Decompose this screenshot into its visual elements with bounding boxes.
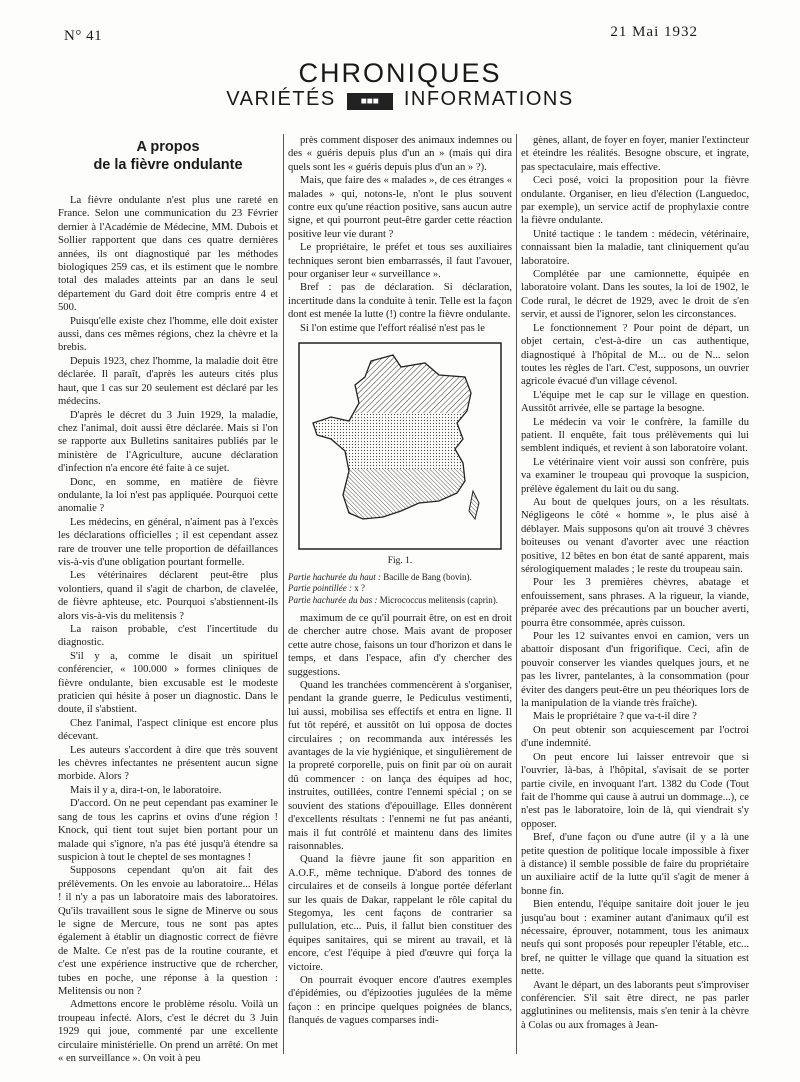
paragraph: Avant le départ, un des laborants peut s'improviser conférencier. S'il sait être direct, ne pas parler agglutinines ou melitensis, mais s'en tenir à la chèvre à Colas ou aux fromages à Jean-	[521, 979, 749, 1031]
corsica-outline	[469, 491, 479, 519]
paragraph: Mais, que faire des « malades », de ces étranges « malades » qui, notons-le, n'ont le plus souvent contre eux qu'une réaction positive, sans aucun autre signe, et qui pourront peut-être garder cette réaction positive leur vie durant ?	[288, 175, 512, 240]
masthead-subtitle	[0, 88, 800, 111]
subtitle-right: INFORMATIONS	[403, 88, 574, 110]
legend-row	[288, 583, 512, 595]
paragraph: Quand les tranchées commencèrent à s'organiser, pendant la grande guerre, le Pediculus vestimenti, lui aussi, mobilisa ses effectifs et entra en ligne. Il fut tôt repéré, et aussitôt on lui opposa de doctes circulaires ; on recommanda aux intéressés les avantages de la vie hygiénique, et singulièrement de la propreté corporelle, puis on finit par où on aurait dû commencer : on lança des équipes ad hoc, instruites, outillées, contre l'ennemi spécial ; on se souvient des stations d'épouillage. Elles donnèrent d'excellents résultats : l'ennemi ne fut pas anéanti, mais il fut contrôlé et maintenu dans des limites raisonnables.	[288, 680, 512, 852]
legend-value: Bacille de Bang (bovin).	[383, 571, 472, 582]
paragraph: Au bout de quelques jours, on a les résultats. Négligeons le côté « homme », le plus aisé à déblayer. Mais supposons qu'on ait trouvé 3 chèvres boiteuses ou venant d'avorter avec une réaction positive, 12 bêtes en bon état de santé apparent, mais sérologiquement malades ; le reste du troupeau sain.	[521, 496, 749, 575]
legend-value: x ?	[354, 583, 365, 593]
paragraph: Quand la fièvre jaune fit son apparition en A.O.F., même technique. D'abord des tonnes de circulaires et de conseils à longue portée déferlant sur les quais de Dakar, rappelant le rôle capital du Stegomya, les cent façons de contrarier sa pullulation, etc... Puis, il fallut bien constituer des équipes sanitaires, qui se mirent au travail, et là encore, c'est l'équipe à pied d'œuvre qui força la victoire.	[288, 854, 512, 973]
article-title-line2: de la fièvre ondulante	[93, 157, 243, 173]
paragraph: On peut encore lui laisser entrevoir que si l'ouvrier, là-bas, à l'hôpital, s'avisait de se porter partie civile, en invoquant l'art. 1382 du Code (Tout fait de l'homme qui cause à autrui un dommage...), ce n'est pas le laboratoire, loin de là, qui viendrait s'y opposer.	[521, 751, 749, 830]
column-divider	[283, 134, 284, 1054]
paragraph: Unité tactique : le tandem : médecin, vétérinaire, connaissant bien la maladie, tant cliniquement qu'au laboratoire.	[521, 228, 749, 267]
paragraph: Mais il y a, dira-t-on, le laboratoire.	[70, 784, 222, 796]
paragraph: Mais le propriétaire ? que va-t-il dire ?	[533, 711, 697, 723]
paragraph: Chez l'animal, l'aspect clinique est encore plus décevant.	[58, 717, 278, 743]
paragraph: Puisqu'elle existe chez l'homme, elle doit exister aussi, dans ces mêmes régions, chez la chèvre et la brebis.	[58, 315, 278, 354]
article-title	[58, 138, 278, 174]
paragraph: Pour les 3 premières chèvres, abatage et enfouissement, sans phrases. A la rigueur, la viande, préparée avec des précautions par un boucher averti, pourra être consommée, après cuisson.	[521, 577, 749, 629]
masthead-title: CHRONIQUES	[298, 58, 502, 88]
paragraph: Complétée par une camionnette, équipée en laboratoire volant. Dans les soutes, la loi de 1902, le Code rural, le décret de 1929, avec le droit de s'en servir, et aussi de l'ignorer, selon les circonstances.	[521, 269, 749, 321]
paragraph: D'accord. On ne peut cependant pas examiner le sang de tous les caprins et ovins d'une région ! Knock, qui tient tout sujet bien portant pour un malade qui s'ignore, n'a pas été jusqu'à étendre sa suspicion à tout le cheptel de ses montagnes !	[58, 798, 278, 863]
legend-label: Partie hachurée du haut :	[288, 571, 381, 582]
legend-row	[288, 572, 512, 584]
paragraph: maximum de ce qu'il pourrait être, on est en droit de chercher autre chose. Mais avant de proposer cette autre chose, faisons un tour d'horizon et dans le temps, et dans l'espace, afin d'y chercher des suggestions.	[288, 613, 512, 678]
column-2	[288, 134, 512, 1028]
paragraph: Supposons cependant qu'on ait fait des prélèvements. On les envoie au laboratoire... Hélas ! il n'y a pas un laboratoire mais des laboratoires. Qu'ils travaillent sous le signe de Minerve ou sous le signe de Mercure, tous ne sont pas aptes également à établir un diagnostic correct de fièvre de Malte. Ce n'est pas de la routine courante, et c'est une expérience instructive que de rchercher, tubes en poche, une réponse à la question : Melitensis ou non ?	[58, 865, 278, 997]
paragraph: gènes, allant, de foyer en foyer, manier l'extincteur et éteindre les réalités. Besogne obscure, et ingrate, pas spectaculaire, mais effective.	[521, 135, 749, 173]
paragraph: D'après le décret du 3 Juin 1929, la maladie, chez l'animal, doit aussi être déclarée. Mais si l'on se rapporte aux Bulletins sanitaires publiés par le ministère de l'Agriculture, aucune déclaration d'infection n'a encore été faite à ce sujet.	[58, 409, 278, 475]
paragraph: Le médecin va voir le confrère, la famille du patient. Il enquête, fait tous prélèvements qui lui semblent indiqués, et revient à son laboratoire volant.	[521, 416, 749, 455]
legend-row	[288, 595, 512, 607]
masthead-logo: ■■■	[347, 93, 393, 110]
paragraph: Le vétérinaire vient voir aussi son confrère, puis va examiner le troupeau qui provoque la suspicion, prélève également du lait ou du sang.	[521, 456, 749, 495]
paragraph: Le propriétaire, le préfet et tous ses auxiliaires techniques seront bien embarrassés, il faut l'avouer, pour organiser leur « surveillance ».	[288, 242, 512, 281]
paragraph: Donc, en somme, en matière de fièvre ondulante, la loi n'est pas appliquée. Pourquoi cette anomalie ?	[58, 476, 278, 515]
paragraph: La raison probable, c'est l'incertitude du diagnostic.	[58, 624, 278, 649]
paragraph: près comment disposer des animaux indemnes ou des « guéris depuis plus d'un an » (mais qui dira quels sont les « guéris depuis plus d'un an » ?).	[288, 135, 512, 173]
figure-label: Fig. 1.	[387, 556, 413, 567]
legend-label: Partie pointillée :	[288, 583, 352, 593]
paragraph: L'équipe met le cap sur le village en question. Aussitôt arrivée, elle se partage la besogne.	[521, 389, 749, 415]
paragraph: On pourrait évoquer encore d'autres exemples d'épidémies, ou d'épizooties jugulées de la même façon : en principe quelques poignées de blancs, flanqués de vagues comparses indi-	[288, 974, 512, 1027]
paragraph: Admettons encore le problème résolu. Voilà un troupeau infecté. Alors, c'est le décret du 3 Juin 1929 qui joue, commenté par une excellente circulaire ministérielle. On prend un arrêté. On met « en surveillance ». On voit à peu	[58, 999, 278, 1064]
paragraph: Les médecins, en général, n'aiment pas à l'excès les déclarations officielles ; il est cependant assez rare de trouver une telle proportion de défaillances vis-à-vis d'une obligation pourtant formelle.	[58, 516, 278, 568]
paragraph: Si l'on estime que l'effort réalisé n'est pas le	[300, 322, 485, 334]
paragraph: Pour les 12 suivantes envoi en camion, vers un abattoir disposant d'un frigorifique. Ceci, afin de pouvoir conserver les viandes quelques jours, et ne pas les livrer, pantelantes, à la consommation (pour éviter des dangers peut-être un peu théoriques lors de la manipulation de la viande très fraîche).	[521, 631, 749, 710]
paragraph: Bref, d'une façon ou d'une autre (il y a là une petite question de politique locale impossible à fixer à distance) il semble possible de faire du propriétaire un auxiliaire actif de la lutte qu'il s'agit de mener à bonne fin.	[521, 832, 749, 897]
column-1	[58, 134, 278, 1065]
page-date: 21 Mai 1932	[610, 24, 698, 40]
paragraph: On peut obtenir son acquiescement par l'octroi d'une indemnité.	[521, 724, 749, 750]
france-map-illustration	[297, 341, 503, 551]
paragraph: Les vétérinaires déclarent peut-être plus volontiers, quand il s'agit de charbon, de clavelée, de fièvre aphteuse, etc. Pourquoi s'abstiennent-ils alors vis-à-vis du melitensis ?	[58, 570, 278, 622]
paragraph: S'il y a, comme le disait un spirituel conférencier, « 100.000 » formes cliniques de fièvre ondulante, bien excusable est le modeste praticien qui hésite à poser un diagnostic. Dans le doute, il s'abstient.	[58, 650, 278, 716]
legend-label: Partie hachurée du bas :	[288, 594, 378, 605]
figure-legend	[288, 572, 512, 607]
paragraph: Bref : pas de déclaration. Si déclaration, incertitude dans la conduite à tenir. Telle est la façon dont est menée la lutte (!) contre la fièvre ondulante.	[288, 282, 512, 321]
region-dotted	[297, 413, 503, 469]
page-number: N° 41	[64, 28, 103, 44]
paragraph: Les auteurs s'accordent à dire que très souvent les chèvres infectantes ne présentent aucun signe morbide. Alors ?	[58, 744, 278, 783]
column-3	[521, 134, 749, 1032]
column-divider	[516, 134, 517, 1054]
column-2-top	[288, 134, 512, 335]
subtitle-left: VARIÉTÉS	[226, 88, 336, 110]
article-title-line1: A propos	[136, 139, 200, 155]
paragraph: Bien entendu, l'équipe sanitaire doit jouer le jeu jusqu'au bout : examiner autant d'animaux qu'il est nécessaire, éprouver, notamment, tous les animaux neufs qui sont proposés pour repeupler l'étable, etc... bref, ne quitter le village que quand la situation est nette.	[521, 899, 749, 978]
figure-map	[288, 341, 512, 568]
region-bovine-hatch	[297, 341, 503, 413]
column-1-body	[58, 194, 278, 1065]
paragraph: Depuis 1923, chez l'homme, la maladie doit être déclarée. Il paraît, d'après les auteurs cités plus haut, que 1 cas sur 20 seulement est déclaré par les médecins.	[58, 355, 278, 408]
paragraph: La fièvre ondulante n'est plus une rareté en France. Selon une communication du 23 Février dernier à l'Académie de Médecine, MM. Dubois et Sollier rapportent que dans ces quatre dernières années, ils ont diagnostiqué par les méthodes biologiques 259 cas, et ils estiment que le nombre total des malades atteints par an dans le seul département du Gard doit être compris entre 4 et 500.	[58, 195, 278, 314]
legend-value: Micrococcus melitensis (caprin).	[379, 594, 498, 605]
paragraph: Le fonctionnement ? Pour point de départ, un objet certain, c'est-à-dire un cas authentique, diagnostiqué à l'hôpital de M... ou de N... selon toutes les règles de l'art. C'est, supposons, un ouvrier agricole évacué d'un village cévenol.	[521, 322, 749, 388]
column-3-body	[521, 134, 749, 1032]
column-2-bottom	[288, 612, 512, 1028]
paragraph: Ceci posé, voici la proposition pour la fièvre ondulante. Organiser, en lieu d'élection (Languedoc, par exemple), un service actif de prophylaxie contre la fièvre ondulante.	[521, 175, 749, 227]
